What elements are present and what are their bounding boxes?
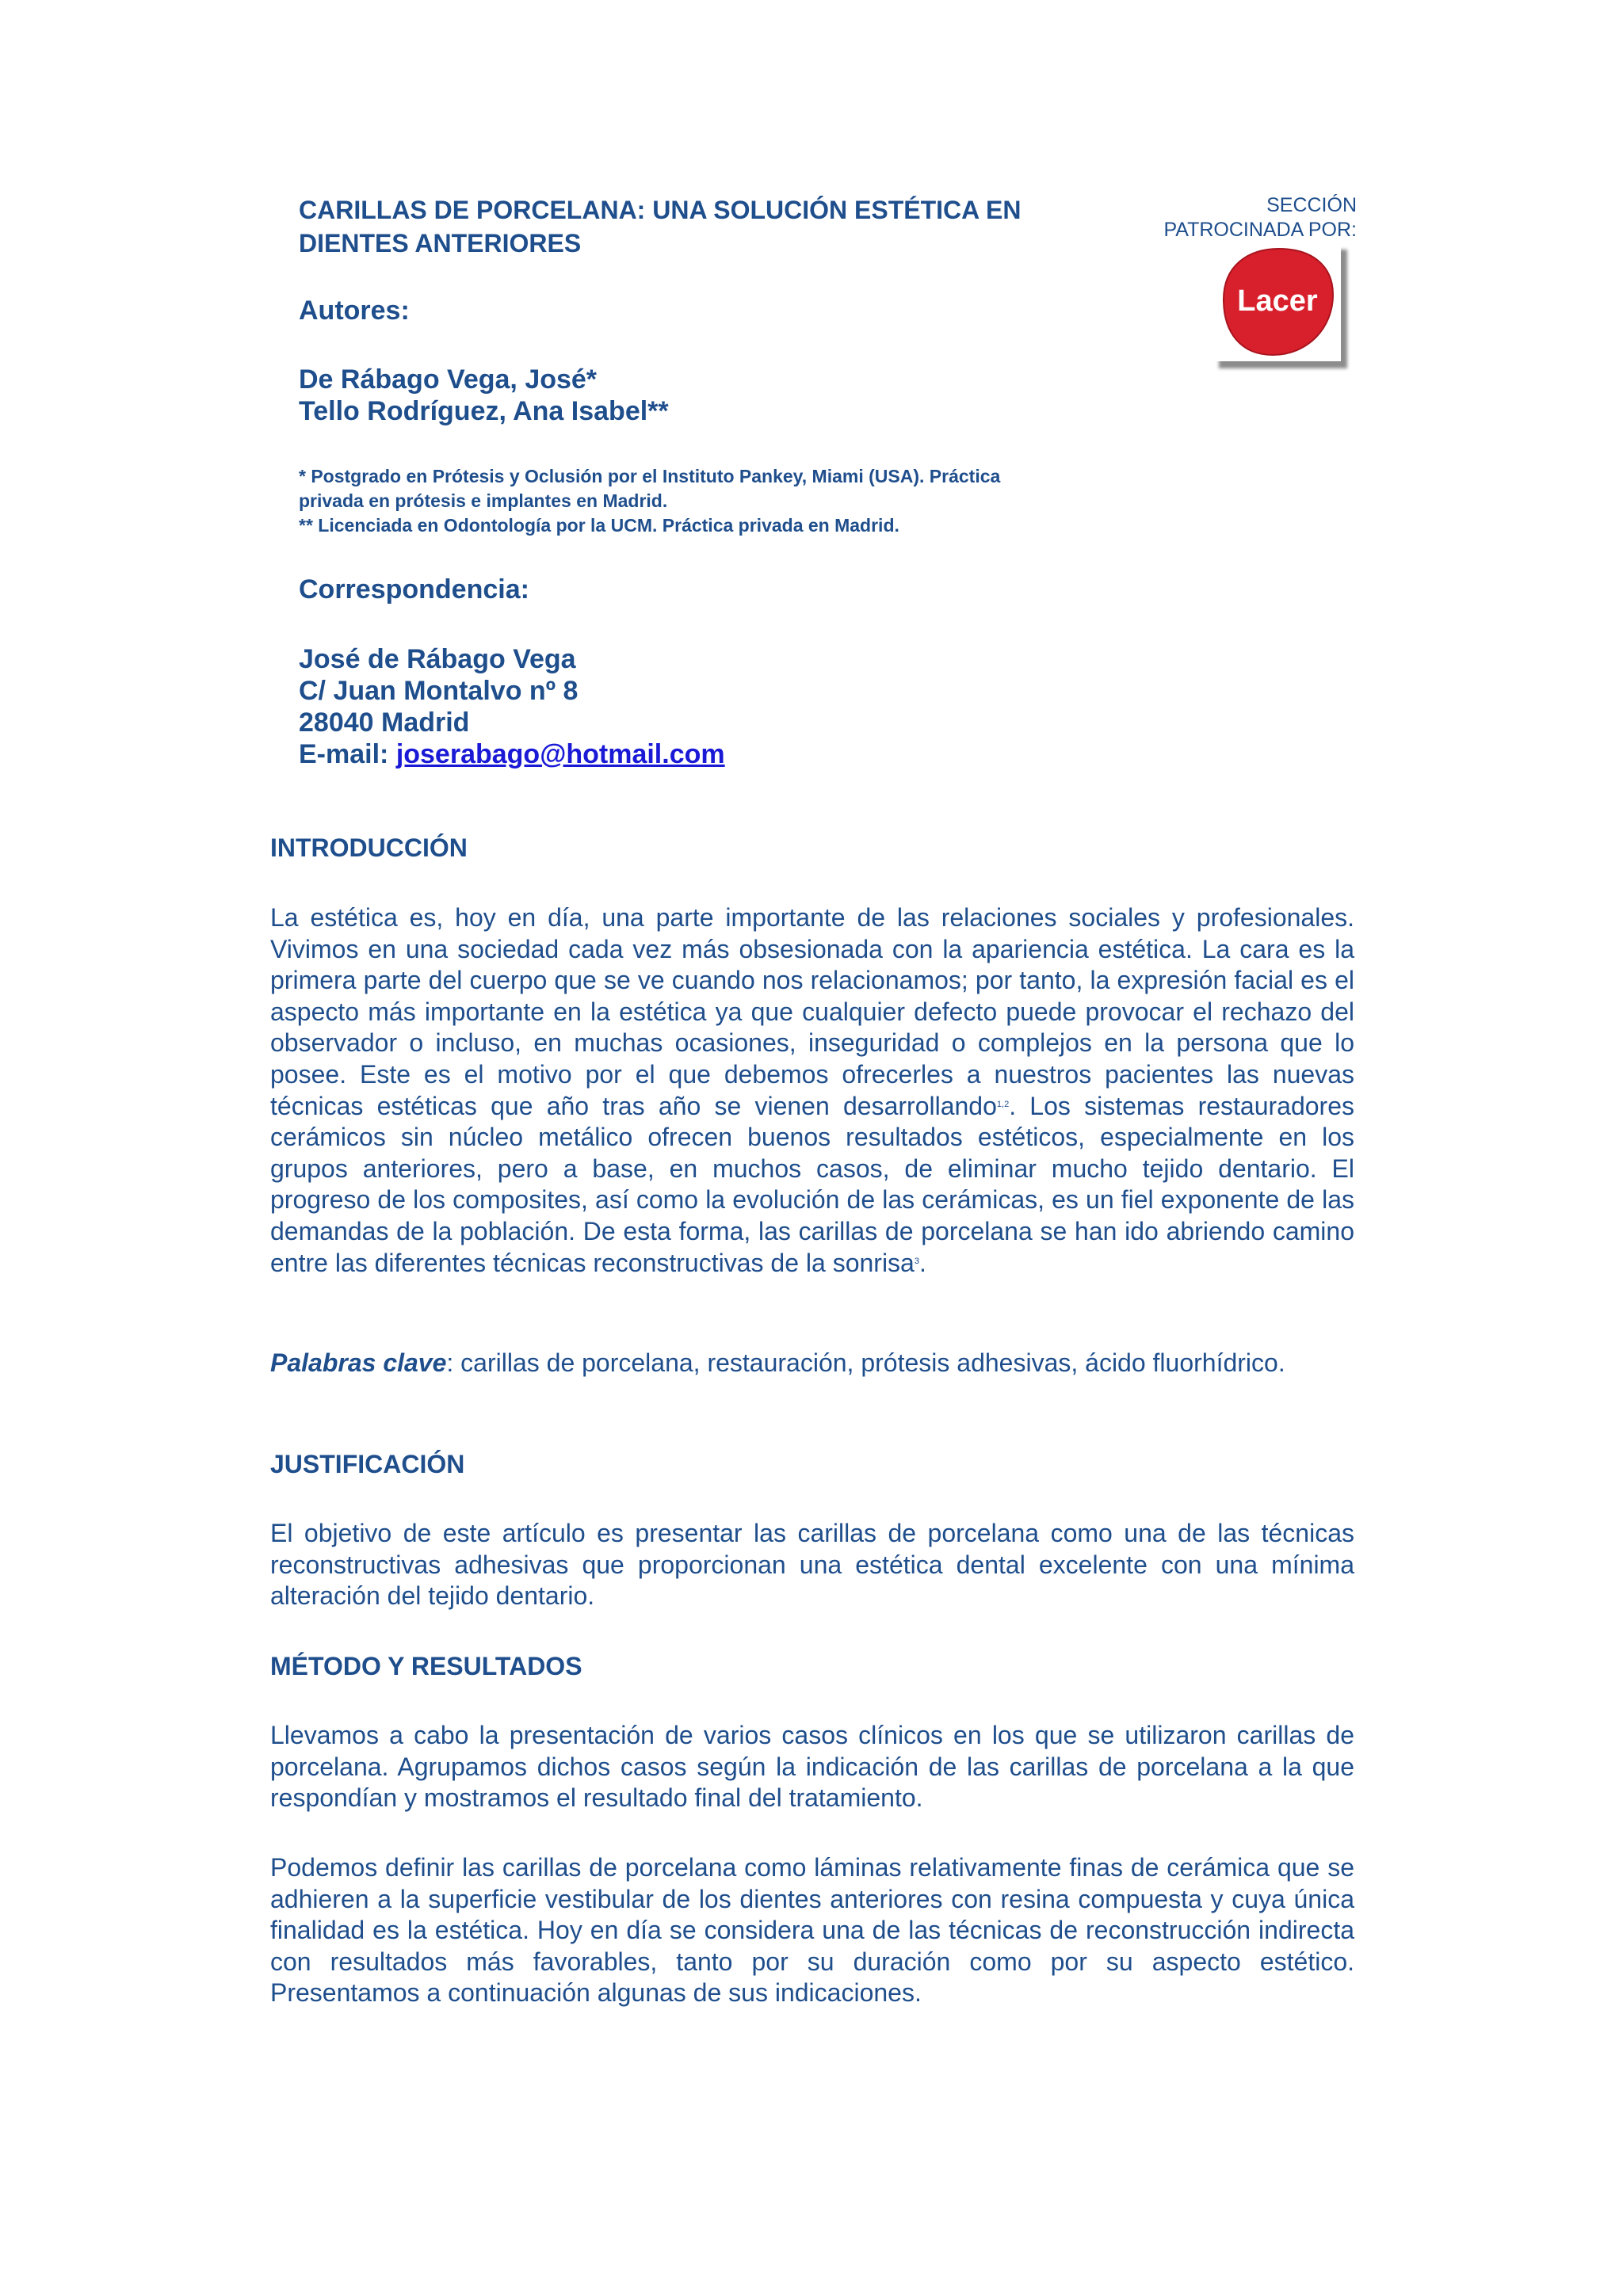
keywords-label: Palabras clave: [270, 1348, 447, 1377]
author-list: [299, 364, 669, 427]
intro-text-a: La estética es, hoy en día, una parte importante de las relaciones sociales y profesionales. Vivimos en una sociedad cada vez más obsesionada con la apariencia estética. La cara es la primera parte del cuerpo que se ve cuando nos relacionamos; por tanto, la expresión facial es el aspecto más importante en la estética ya que cualquier defecto puede provocar el rechazo del observador o incluso, en muchas ocasiones, inseguridad o complejos en la persona que lo posee. Este es el motivo por el que debemos ofrecerles a nuestros pacientes las nuevas técnicas estéticas que año tras año se vienen desarrollando: [270, 903, 1354, 1120]
author-affiliations: [299, 464, 1139, 538]
intro-ref-1: 1,2: [996, 1099, 1010, 1109]
author-name: Tello Rodríguez, Ana Isabel**: [299, 396, 669, 426]
address-line: José de Rábago Vega: [299, 644, 576, 674]
intro-text-b: . Los sistemas restauradores cerámicos sin núcleo metálico ofrecen buenos resultados estéticos, especialmente en los grupos anteriores, pero a base, en muchos casos, de eliminar mucho tejido dentario. El progreso de los composites, así como la evolución de las cerámicas, es un fiel exponente de las demandas de la población. De esta forma, las carillas de porcelana se han ido abriendo camino entre las diferentes técnicas reconstructivas de la sonrisa: [270, 1091, 1355, 1277]
email-link[interactable]: joserabago@hotmail.com: [395, 739, 725, 769]
justification-paragraph: El objetivo de este artículo es presentar las carillas de porcelana como una de las técnicas reconstructivas adhesivas que proporcionan una estética dental excelente con una mínima alteración del tejido dentario.: [270, 1519, 1354, 1611]
keywords-text: : carillas de porcelana, restauración, prótesis adhesivas, ácido fluorhídrico.: [446, 1348, 1285, 1377]
intro-paragraph: [270, 902, 1354, 1279]
affiliation-line: * Postgrado en Prótesis y Oclusión por el Instituto Pankey, Miami (USA). Práctica: [299, 466, 1001, 486]
justification-heading: JUSTIFICACIÓN: [270, 1450, 465, 1478]
sponsor-line-1: SECCIÓN: [1266, 194, 1357, 216]
author-name: De Rábago Vega, José*: [299, 364, 598, 395]
sponsor-line-2: PATROCINADA POR:: [1163, 219, 1357, 241]
email-line: [299, 738, 725, 770]
address-line: 28040 Madrid: [299, 707, 470, 738]
intro-heading: INTRODUCCIÓN: [270, 833, 468, 862]
correspondence-address: [299, 643, 725, 770]
intro-ref-2: 3: [914, 1256, 919, 1266]
address-line: C/ Juan Montalvo nº 8: [299, 676, 579, 706]
sponsor-label: [1141, 193, 1357, 242]
lacer-logo-icon: [1212, 242, 1341, 361]
affiliation-line: ** Licenciada en Odontología por la UCM. Práctica privada en Madrid.: [299, 515, 899, 536]
authors-heading: Autores:: [299, 296, 410, 326]
method-heading: MÉTODO Y RESULTADOS: [270, 1652, 582, 1680]
method-paragraph-1: Llevamos a cabo la presentación de varios casos clínicos en los que se utilizaron carillas de porcelana. Agrupamos dichos casos según la indicación de las carillas de porcelana a la que respondían y mostramos el resultado final del tratamiento.: [270, 1721, 1354, 1813]
lacer-logo: [1212, 242, 1341, 361]
keywords-paragraph: [270, 1348, 1354, 1379]
title-line-2: DIENTES ANTERIORES: [299, 229, 582, 257]
intro-text-c: .: [918, 1248, 926, 1277]
email-label: E-mail:: [299, 739, 389, 769]
title-line-1: CARILLAS DE PORCELANA: UNA SOLUCIÓN ESTÉTICA EN: [299, 196, 1022, 224]
affiliation-line: privada en prótesis e implantes en Madrid.: [299, 490, 668, 511]
correspondence-heading: Correspondencia:: [299, 574, 529, 605]
article-title: [299, 193, 1107, 260]
method-paragraph-2: Podemos definir las carillas de porcelana como láminas relativamente finas de cerámica que se adhieren a la superficie vestibular de los dientes anteriores con resina compuesta y cuya única finalidad es la estética. Hoy en día se considera una de las técnicas de reconstrucción indirecta con resultados más favorables, tanto por su duración como por su aspecto estético. Presentamos a continuación algunas de sus indicaciones.: [270, 1853, 1354, 2008]
logo-text: Lacer: [1237, 284, 1318, 318]
